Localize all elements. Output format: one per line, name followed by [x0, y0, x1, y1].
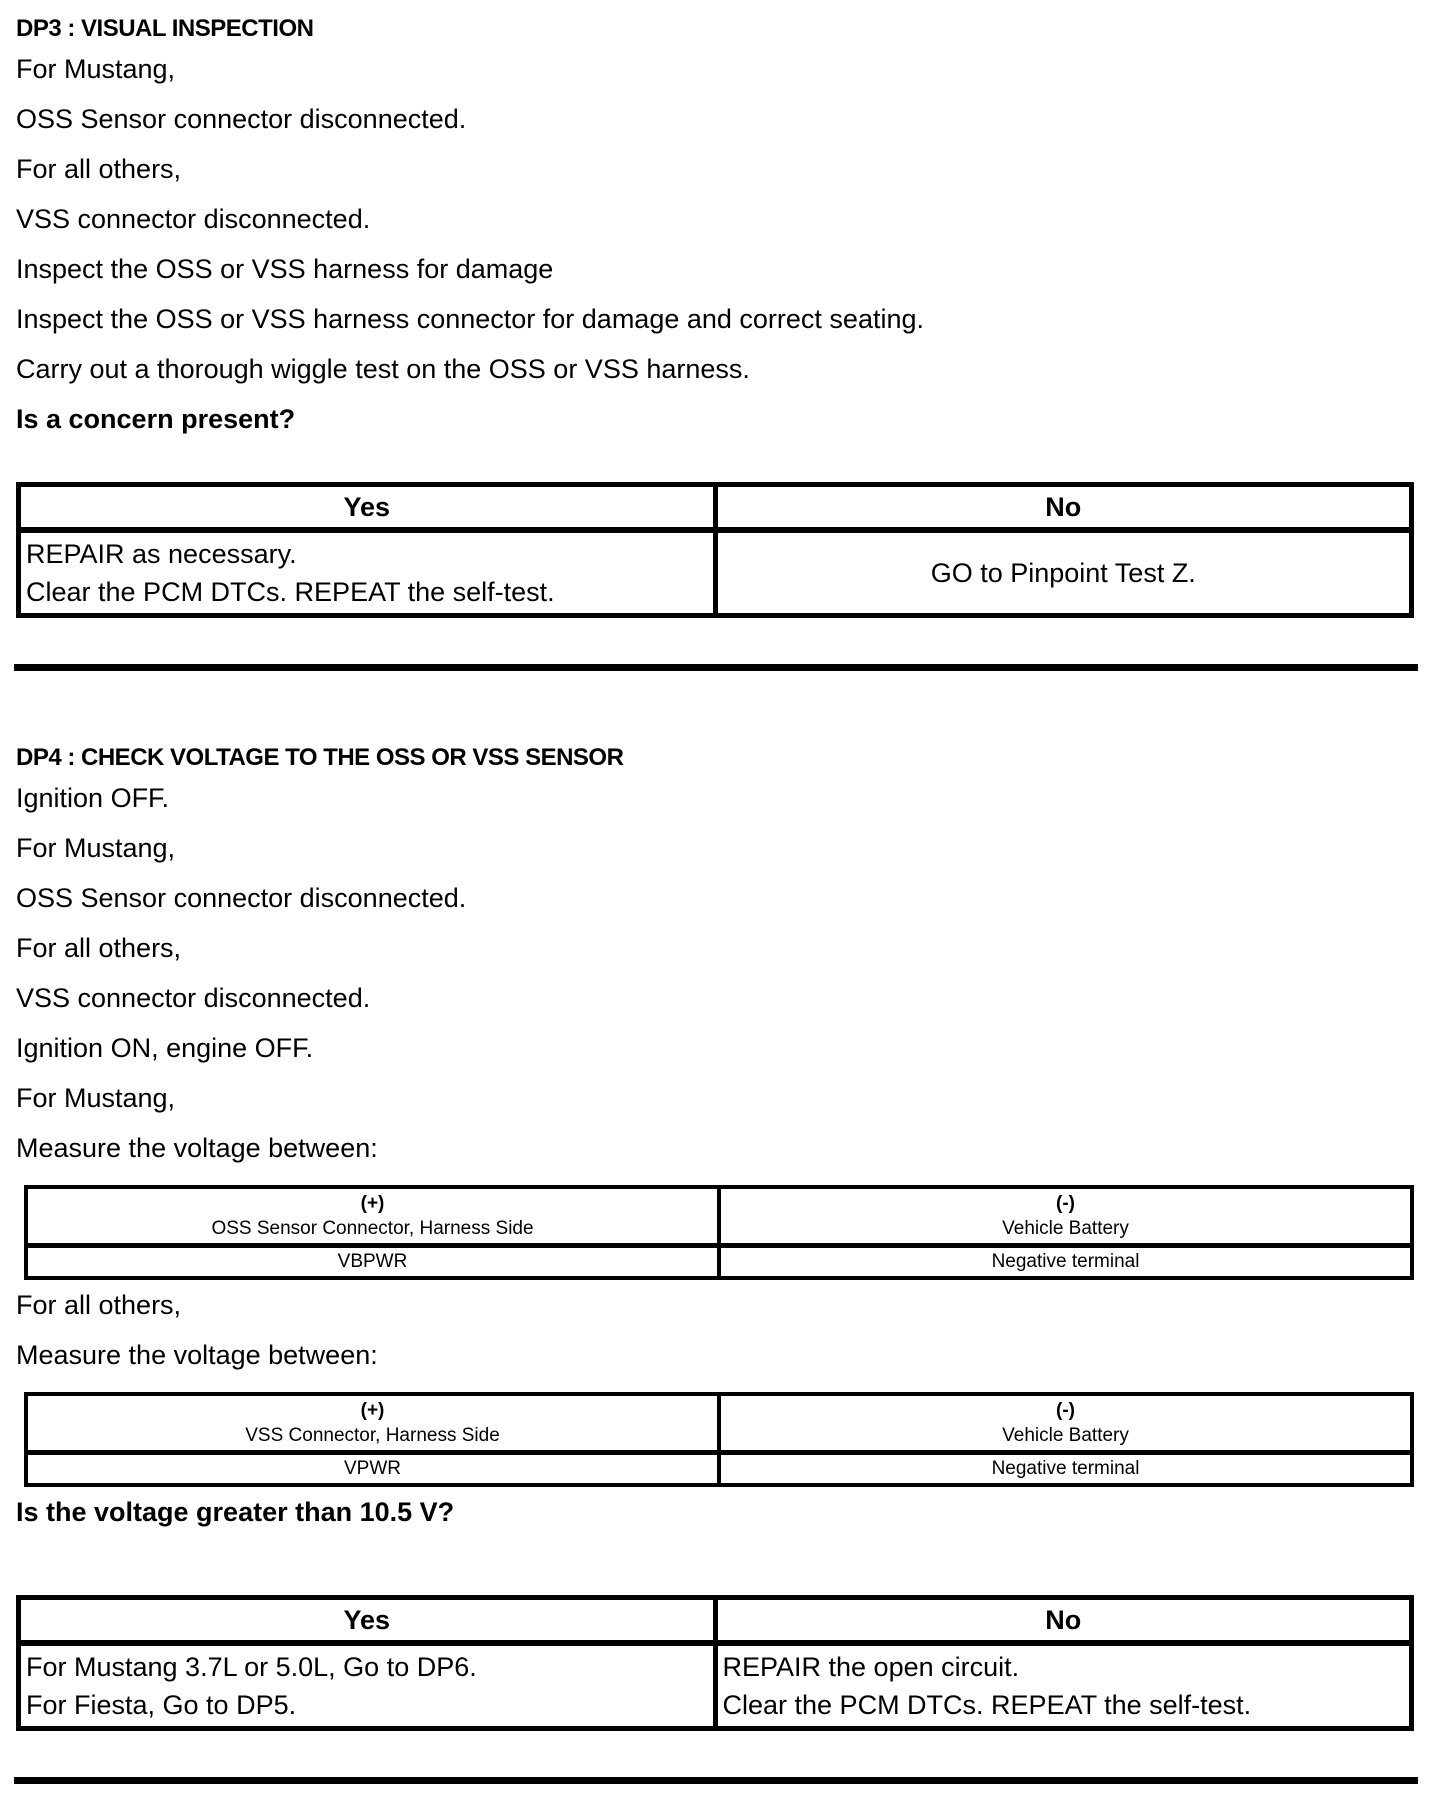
dp4-instruction-line: For Mustang, — [16, 833, 176, 863]
dp3-instruction-line: For all others, — [16, 154, 182, 184]
positive-header-cell — [26, 1394, 719, 1453]
no-result-cell — [715, 1643, 1412, 1729]
no-header-cell: No — [715, 1598, 1412, 1644]
positive-header-cell — [26, 1187, 719, 1246]
result-line: Clear the PCM DTCs. REPEAT the self-test. — [26, 577, 555, 607]
decision-result-row — [19, 530, 1412, 616]
dp4-instruction-line: Measure the voltage between: — [16, 1340, 378, 1370]
dp3-decision-table — [16, 482, 1414, 618]
decision-result-row — [19, 1643, 1412, 1729]
dp3-instruction-line: Inspect the OSS or VSS harness for damage — [16, 254, 554, 284]
measure-pin-row — [26, 1453, 1412, 1486]
dp3-instruction-line: VSS connector disconnected. — [16, 204, 371, 234]
negative-connector-name: Vehicle Battery — [1002, 1218, 1129, 1239]
result-line: For Mustang 3.7L or 5.0L, Go to DP6. — [26, 1652, 477, 1682]
negative-connector-name: Vehicle Battery — [1002, 1425, 1129, 1446]
no-result-cell — [715, 530, 1412, 616]
measure-pin-row — [26, 1246, 1412, 1279]
vss-measure-table — [24, 1392, 1414, 1487]
positive-pin-cell: VBPWR — [26, 1246, 719, 1279]
dp3-instruction-line: Inspect the OSS or VSS harness connector for damage and correct seating. — [16, 304, 924, 334]
measure-header-row — [26, 1187, 1412, 1246]
plus-symbol: (+) — [360, 1400, 385, 1421]
result-line: GO to Pinpoint Test Z. — [930, 558, 1196, 588]
result-line: REPAIR as necessary. — [26, 539, 297, 569]
dp4-decision-table — [16, 1595, 1414, 1731]
yes-header-cell: Yes — [19, 1598, 716, 1644]
dp4-section — [16, 743, 1414, 1731]
yes-header-cell: Yes — [19, 485, 716, 531]
oss-measure-table — [24, 1185, 1414, 1280]
negative-pin-cell: Negative terminal — [719, 1246, 1412, 1279]
no-header-cell: No — [715, 485, 1412, 531]
negative-pin-cell: Negative terminal — [719, 1453, 1412, 1486]
dp4-instruction-line: Ignition ON, engine OFF. — [16, 1033, 314, 1063]
dp4-instruction-line: VSS connector disconnected. — [16, 983, 371, 1013]
dp3-instruction-line: OSS Sensor connector disconnected. — [16, 104, 467, 134]
positive-pin-cell: VPWR — [26, 1453, 719, 1486]
positive-connector-name: VSS Connector, Harness Side — [245, 1425, 500, 1446]
positive-connector-name: OSS Sensor Connector, Harness Side — [211, 1218, 534, 1239]
yes-result-cell — [19, 530, 716, 616]
dp3-question-line: Is a concern present? — [16, 404, 296, 434]
measure-header-row — [26, 1394, 1412, 1453]
decision-header-row — [19, 485, 1412, 531]
minus-symbol: (-) — [1056, 1193, 1075, 1214]
dp3-instruction-line: Carry out a thorough wiggle test on the OSS or VSS harness. — [16, 354, 750, 384]
result-line: Clear the PCM DTCs. REPEAT the self-test. — [722, 1690, 1252, 1720]
section-divider — [14, 1777, 1418, 1784]
dp4-heading: DP4 : CHECK VOLTAGE TO THE OSS OR VSS SENSOR — [16, 744, 624, 771]
dp4-instruction-line: For Mustang, — [16, 1083, 176, 1113]
dp4-question-line: Is the voltage greater than 10.5 V? — [16, 1497, 455, 1527]
section-divider — [14, 664, 1418, 671]
yes-result-cell — [19, 1643, 716, 1729]
negative-header-cell — [719, 1187, 1412, 1246]
dp4-instruction-line: For all others, — [16, 933, 182, 963]
dp4-instruction-line: OSS Sensor connector disconnected. — [16, 883, 467, 913]
dp3-instruction-line: For Mustang, — [16, 54, 176, 84]
result-line: For Fiesta, Go to DP5. — [26, 1690, 297, 1720]
plus-symbol: (+) — [360, 1193, 385, 1214]
dp4-instruction-line: Ignition OFF. — [16, 783, 170, 813]
decision-header-row — [19, 1598, 1412, 1644]
dp3-heading: DP3 : VISUAL INSPECTION — [16, 15, 314, 42]
minus-symbol: (-) — [1056, 1400, 1075, 1421]
result-line: REPAIR the open circuit. — [722, 1652, 1020, 1682]
dp3-section — [16, 14, 1414, 618]
negative-header-cell — [719, 1394, 1412, 1453]
dp4-instruction-line: For all others, — [16, 1290, 182, 1320]
dp4-instruction-line: Measure the voltage between: — [16, 1133, 378, 1163]
